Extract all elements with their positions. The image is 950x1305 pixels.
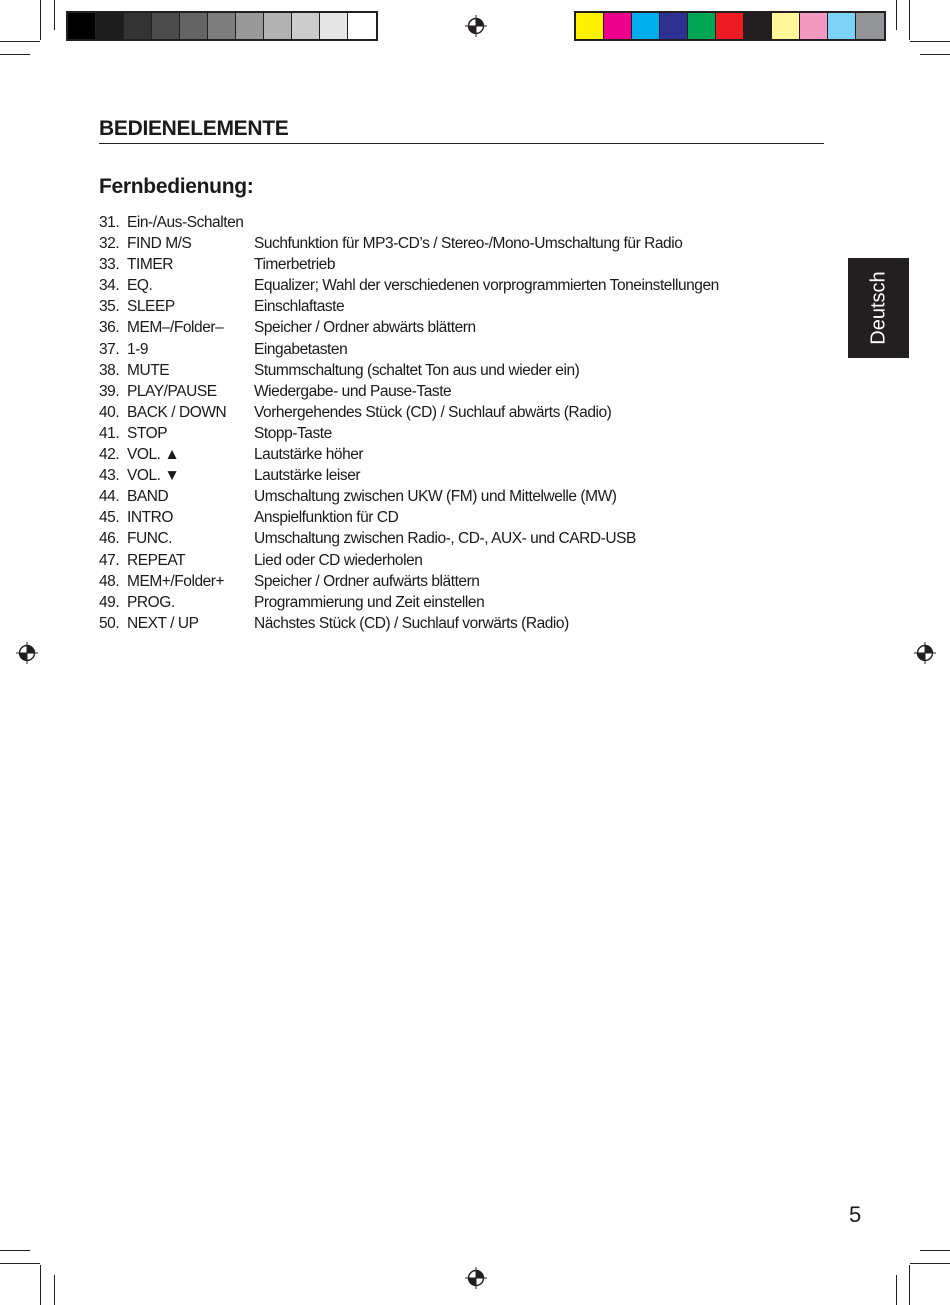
gray-swatch [124, 13, 152, 39]
crop-mark [920, 1250, 950, 1251]
list-item [99, 402, 839, 423]
color-swatch [660, 13, 688, 39]
gray-swatch [264, 13, 292, 39]
item-number: 36. [99, 319, 120, 337]
crop-mark [40, 1265, 41, 1305]
color-swatch [576, 13, 604, 39]
color-swatch [744, 13, 772, 39]
item-number: 34. [99, 277, 120, 295]
item-number: 40. [99, 403, 120, 421]
item-description: Umschaltung zwischen Radio-, CD-, AUX- und CARD-USB [254, 530, 636, 548]
crop-mark [909, 0, 910, 40]
item-number: 43. [99, 467, 120, 485]
registration-mark-icon [914, 642, 936, 664]
section-title: BEDIENELEMENTE [99, 117, 824, 144]
color-swatch [632, 13, 660, 39]
item-key: FIND M/S [127, 235, 192, 253]
list-item [99, 381, 839, 402]
item-number: 49. [99, 593, 120, 611]
list-item [99, 592, 839, 613]
list-item [99, 550, 839, 571]
item-number: 42. [99, 446, 120, 464]
list-item [99, 528, 839, 549]
item-key: PROG. [127, 593, 175, 611]
item-description: Stopp-Taste [254, 424, 332, 442]
item-description: Vorhergehendes Stück (CD) / Suchlauf abwärts (Radio) [254, 403, 612, 421]
item-number: 39. [99, 382, 120, 400]
crop-mark [54, 1275, 55, 1305]
item-number: 45. [99, 509, 120, 527]
list-item [99, 275, 839, 296]
list-item [99, 360, 839, 381]
list-item [99, 296, 839, 317]
item-key: EQ. [127, 277, 153, 295]
item-key: TIMER [127, 256, 173, 274]
item-description: Nächstes Stück (CD) / Suchlauf vorwärts (Radio) [254, 614, 569, 632]
item-number: 50. [99, 614, 120, 632]
list-item [99, 212, 839, 233]
item-number: 47. [99, 551, 120, 569]
item-description: Umschaltung zwischen UKW (FM) und Mittelwelle (MW) [254, 488, 617, 506]
item-key: VOL. ▲ [127, 446, 180, 464]
crop-mark [910, 1263, 950, 1264]
gray-swatch [236, 13, 264, 39]
color-swatch [716, 13, 744, 39]
gray-swatch [152, 13, 180, 39]
page-number: 5 [849, 1202, 862, 1227]
control-list [99, 212, 839, 634]
gray-swatch [180, 13, 208, 39]
item-key: PLAY/PAUSE [127, 382, 217, 400]
registration-mark-icon [16, 642, 38, 664]
item-key: REPEAT [127, 551, 186, 569]
crop-mark [910, 41, 950, 42]
page-title: Fernbedienung: [99, 175, 254, 198]
item-number: 31. [99, 214, 120, 231]
crop-mark [54, 0, 55, 30]
language-tab [848, 258, 909, 358]
list-item [99, 233, 839, 254]
registration-mark-icon [465, 1267, 487, 1289]
list-item [99, 465, 839, 486]
item-description: Speicher / Ordner abwärts blättern [254, 319, 476, 337]
item-key: BAND [127, 488, 169, 506]
color-swatch [856, 13, 884, 39]
item-key: NEXT / UP [127, 614, 199, 632]
item-description: Stummschaltung (schaltet Ton aus und wieder ein) [254, 361, 580, 379]
item-description: Anspielfunktion für CD [254, 509, 399, 527]
color-swatch [828, 13, 856, 39]
color-swatch [604, 13, 632, 39]
item-description: Lautstärke höher [254, 446, 364, 464]
list-item [99, 254, 839, 275]
item-key: MEM–/Folder– [127, 319, 224, 337]
item-description: Lied oder CD wiederholen [254, 551, 423, 569]
item-description: Wiedergabe- und Pause-Taste [254, 382, 452, 400]
crop-mark [920, 54, 950, 55]
item-number: 41. [99, 424, 120, 442]
list-item [99, 317, 839, 338]
crop-mark [40, 0, 41, 40]
item-number: 46. [99, 530, 120, 548]
grayscale-calibration-strip [66, 11, 378, 41]
item-description: Speicher / Ordner aufwärts blättern [254, 572, 480, 590]
item-number: 35. [99, 298, 120, 316]
list-item [99, 486, 839, 507]
gray-swatch [208, 13, 236, 39]
item-number: 38. [99, 361, 120, 379]
item-number: 37. [99, 340, 120, 358]
gray-swatch [96, 13, 124, 39]
list-item [99, 444, 839, 465]
crop-mark [909, 1265, 910, 1305]
item-key: MEM+/Folder+ [127, 572, 225, 590]
registration-mark-icon [465, 15, 487, 37]
item-key: Ein-/Aus-Schalten [127, 214, 244, 231]
item-description: Eingabetasten [254, 340, 348, 358]
list-item [99, 571, 839, 592]
item-number: 33. [99, 256, 120, 274]
item-description: Programmierung und Zeit einstellen [254, 593, 485, 611]
crop-mark [896, 0, 897, 30]
item-key: 1-9 [127, 340, 149, 358]
item-description: Einschlaftaste [254, 298, 345, 316]
color-swatch [800, 13, 828, 39]
language-tab-label: Deutsch [867, 271, 889, 345]
color-swatch [772, 13, 800, 39]
color-swatch [688, 13, 716, 39]
item-description: Suchfunktion für MP3-CD’s / Stereo-/Mono-Umschaltung für Radio [254, 235, 683, 253]
item-key: INTRO [127, 509, 173, 527]
color-calibration-strip [574, 11, 886, 41]
item-number: 44. [99, 488, 120, 506]
crop-mark [0, 1263, 40, 1264]
item-key: VOL. ▼ [127, 467, 180, 485]
list-item [99, 613, 839, 634]
gray-swatch [292, 13, 320, 39]
list-item [99, 507, 839, 528]
list-item [99, 339, 839, 360]
crop-mark [0, 54, 30, 55]
item-key: STOP [127, 424, 168, 442]
item-key: BACK / DOWN [127, 403, 227, 421]
item-key: SLEEP [127, 298, 175, 316]
gray-swatch [68, 13, 96, 39]
item-description: Equalizer; Wahl der verschiedenen vorprogrammierten Toneinstellungen [254, 277, 719, 295]
gray-swatch [348, 13, 376, 39]
item-key: MUTE [127, 361, 170, 379]
item-description: Timerbetrieb [254, 256, 336, 274]
list-item [99, 423, 839, 444]
crop-mark [0, 41, 40, 42]
gray-swatch [320, 13, 348, 39]
item-number: 32. [99, 235, 120, 253]
item-number: 48. [99, 572, 120, 590]
crop-mark [896, 1275, 897, 1305]
item-description: Lautstärke leiser [254, 467, 361, 485]
item-key: FUNC. [127, 530, 173, 548]
crop-mark [0, 1250, 30, 1251]
